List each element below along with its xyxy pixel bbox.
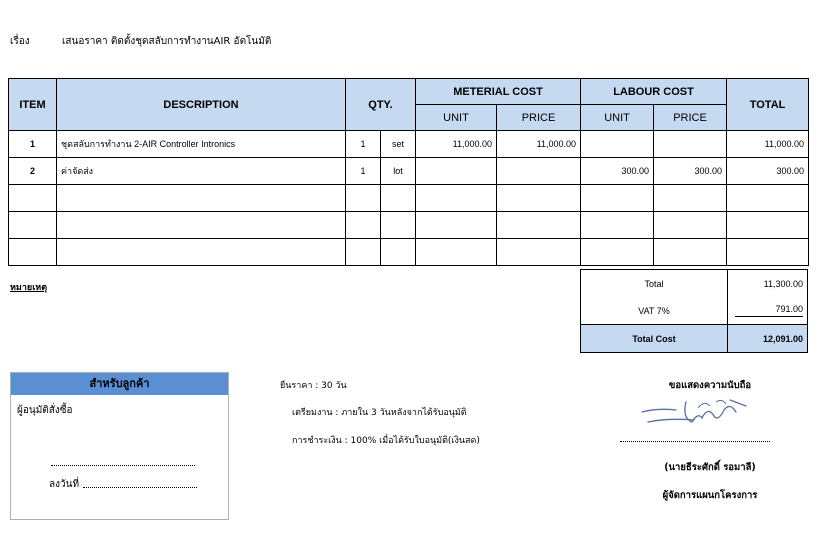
quotation-table xyxy=(8,78,809,266)
term-preparation: เตรียมงาน : ภายใน 3 วันหลังจากได้รับอนุมัติ xyxy=(292,408,467,418)
summary-total-label: Total xyxy=(581,270,728,298)
cell-qty: 1 xyxy=(346,158,381,185)
customer-box-title: สำหรับลูกค้า xyxy=(11,373,228,395)
table-row-empty xyxy=(9,239,809,266)
cell-labour-unit xyxy=(581,131,654,158)
customer-box xyxy=(10,372,229,520)
remark-label: หมายเหตุ xyxy=(10,283,48,293)
header-material-unit: UNIT xyxy=(416,105,497,131)
cell-labour-unit: 300.00 xyxy=(581,158,654,185)
header-item: ITEM xyxy=(9,79,57,131)
subject-text: เสนอราคา ติดตั้งชุดสลับการทำงานAIR อัตโนมัติ xyxy=(62,36,272,47)
cell-item: 1 xyxy=(9,131,57,158)
cell-item: 2 xyxy=(9,158,57,185)
date-label: ลงวันที่ xyxy=(49,479,80,490)
approver-signature-line xyxy=(51,457,195,466)
cell-uom: set xyxy=(381,131,416,158)
cell-description: ชุดสลับการทำงาน 2-AIR Controller Intronics xyxy=(57,131,346,158)
date-line xyxy=(83,477,197,488)
signer-name: (นายธีระศักดิ์ รอมาลี) xyxy=(664,462,756,473)
cell-material-unit xyxy=(416,158,497,185)
signature-line xyxy=(620,440,770,442)
summary-vat-value: 791.00 xyxy=(735,304,803,317)
table-row xyxy=(9,131,809,158)
header-labour-price: PRICE xyxy=(654,105,727,131)
cell-labour-price: 300.00 xyxy=(654,158,727,185)
subject-label: เรื่อง xyxy=(10,36,30,47)
signature-heading: ขอแสดงความนับถือ xyxy=(668,380,752,391)
table-row-empty xyxy=(9,212,809,239)
summary-total-value: 11,300.00 xyxy=(728,270,808,298)
header-labour-unit: UNIT xyxy=(581,105,654,131)
summary-grand-value: 12,091.00 xyxy=(728,325,808,353)
cell-labour-price xyxy=(654,131,727,158)
summary-vat-label: VAT 7% xyxy=(581,297,728,325)
approver-label: ผู้อนุมัติสั่งซื้อ xyxy=(17,405,73,416)
cell-material-unit: 11,000.00 xyxy=(416,131,497,158)
subject-line xyxy=(10,34,271,49)
header-qty: QTY. xyxy=(346,79,416,131)
table-row-empty xyxy=(9,185,809,212)
table-row xyxy=(9,158,809,185)
header-total: TOTAL xyxy=(727,79,809,131)
summary-table xyxy=(580,269,808,353)
header-labour-cost: LABOUR COST xyxy=(581,79,727,105)
cell-total: 300.00 xyxy=(727,158,809,185)
cell-material-price: 11,000.00 xyxy=(497,131,581,158)
term-validity: ยืนราคา : 30 วัน xyxy=(280,381,347,391)
cell-material-price xyxy=(497,158,581,185)
term-payment: การชำระเงิน : 100% เมื่อได้รับใบอนุมัติ(เงินสด) xyxy=(292,436,480,446)
cell-qty: 1 xyxy=(346,131,381,158)
cell-total: 11,000.00 xyxy=(727,131,809,158)
header-description: DESCRIPTION xyxy=(57,79,346,131)
handwritten-signature xyxy=(638,392,754,432)
cell-description: ค่าจัดส่ง xyxy=(57,158,346,185)
summary-grand-label: Total Cost xyxy=(581,325,728,353)
header-material-cost: METERIAL COST xyxy=(416,79,581,105)
signer-position: ผู้จัดการแผนกโครงการ xyxy=(662,490,758,501)
cell-uom: lot xyxy=(381,158,416,185)
header-material-price: PRICE xyxy=(497,105,581,131)
